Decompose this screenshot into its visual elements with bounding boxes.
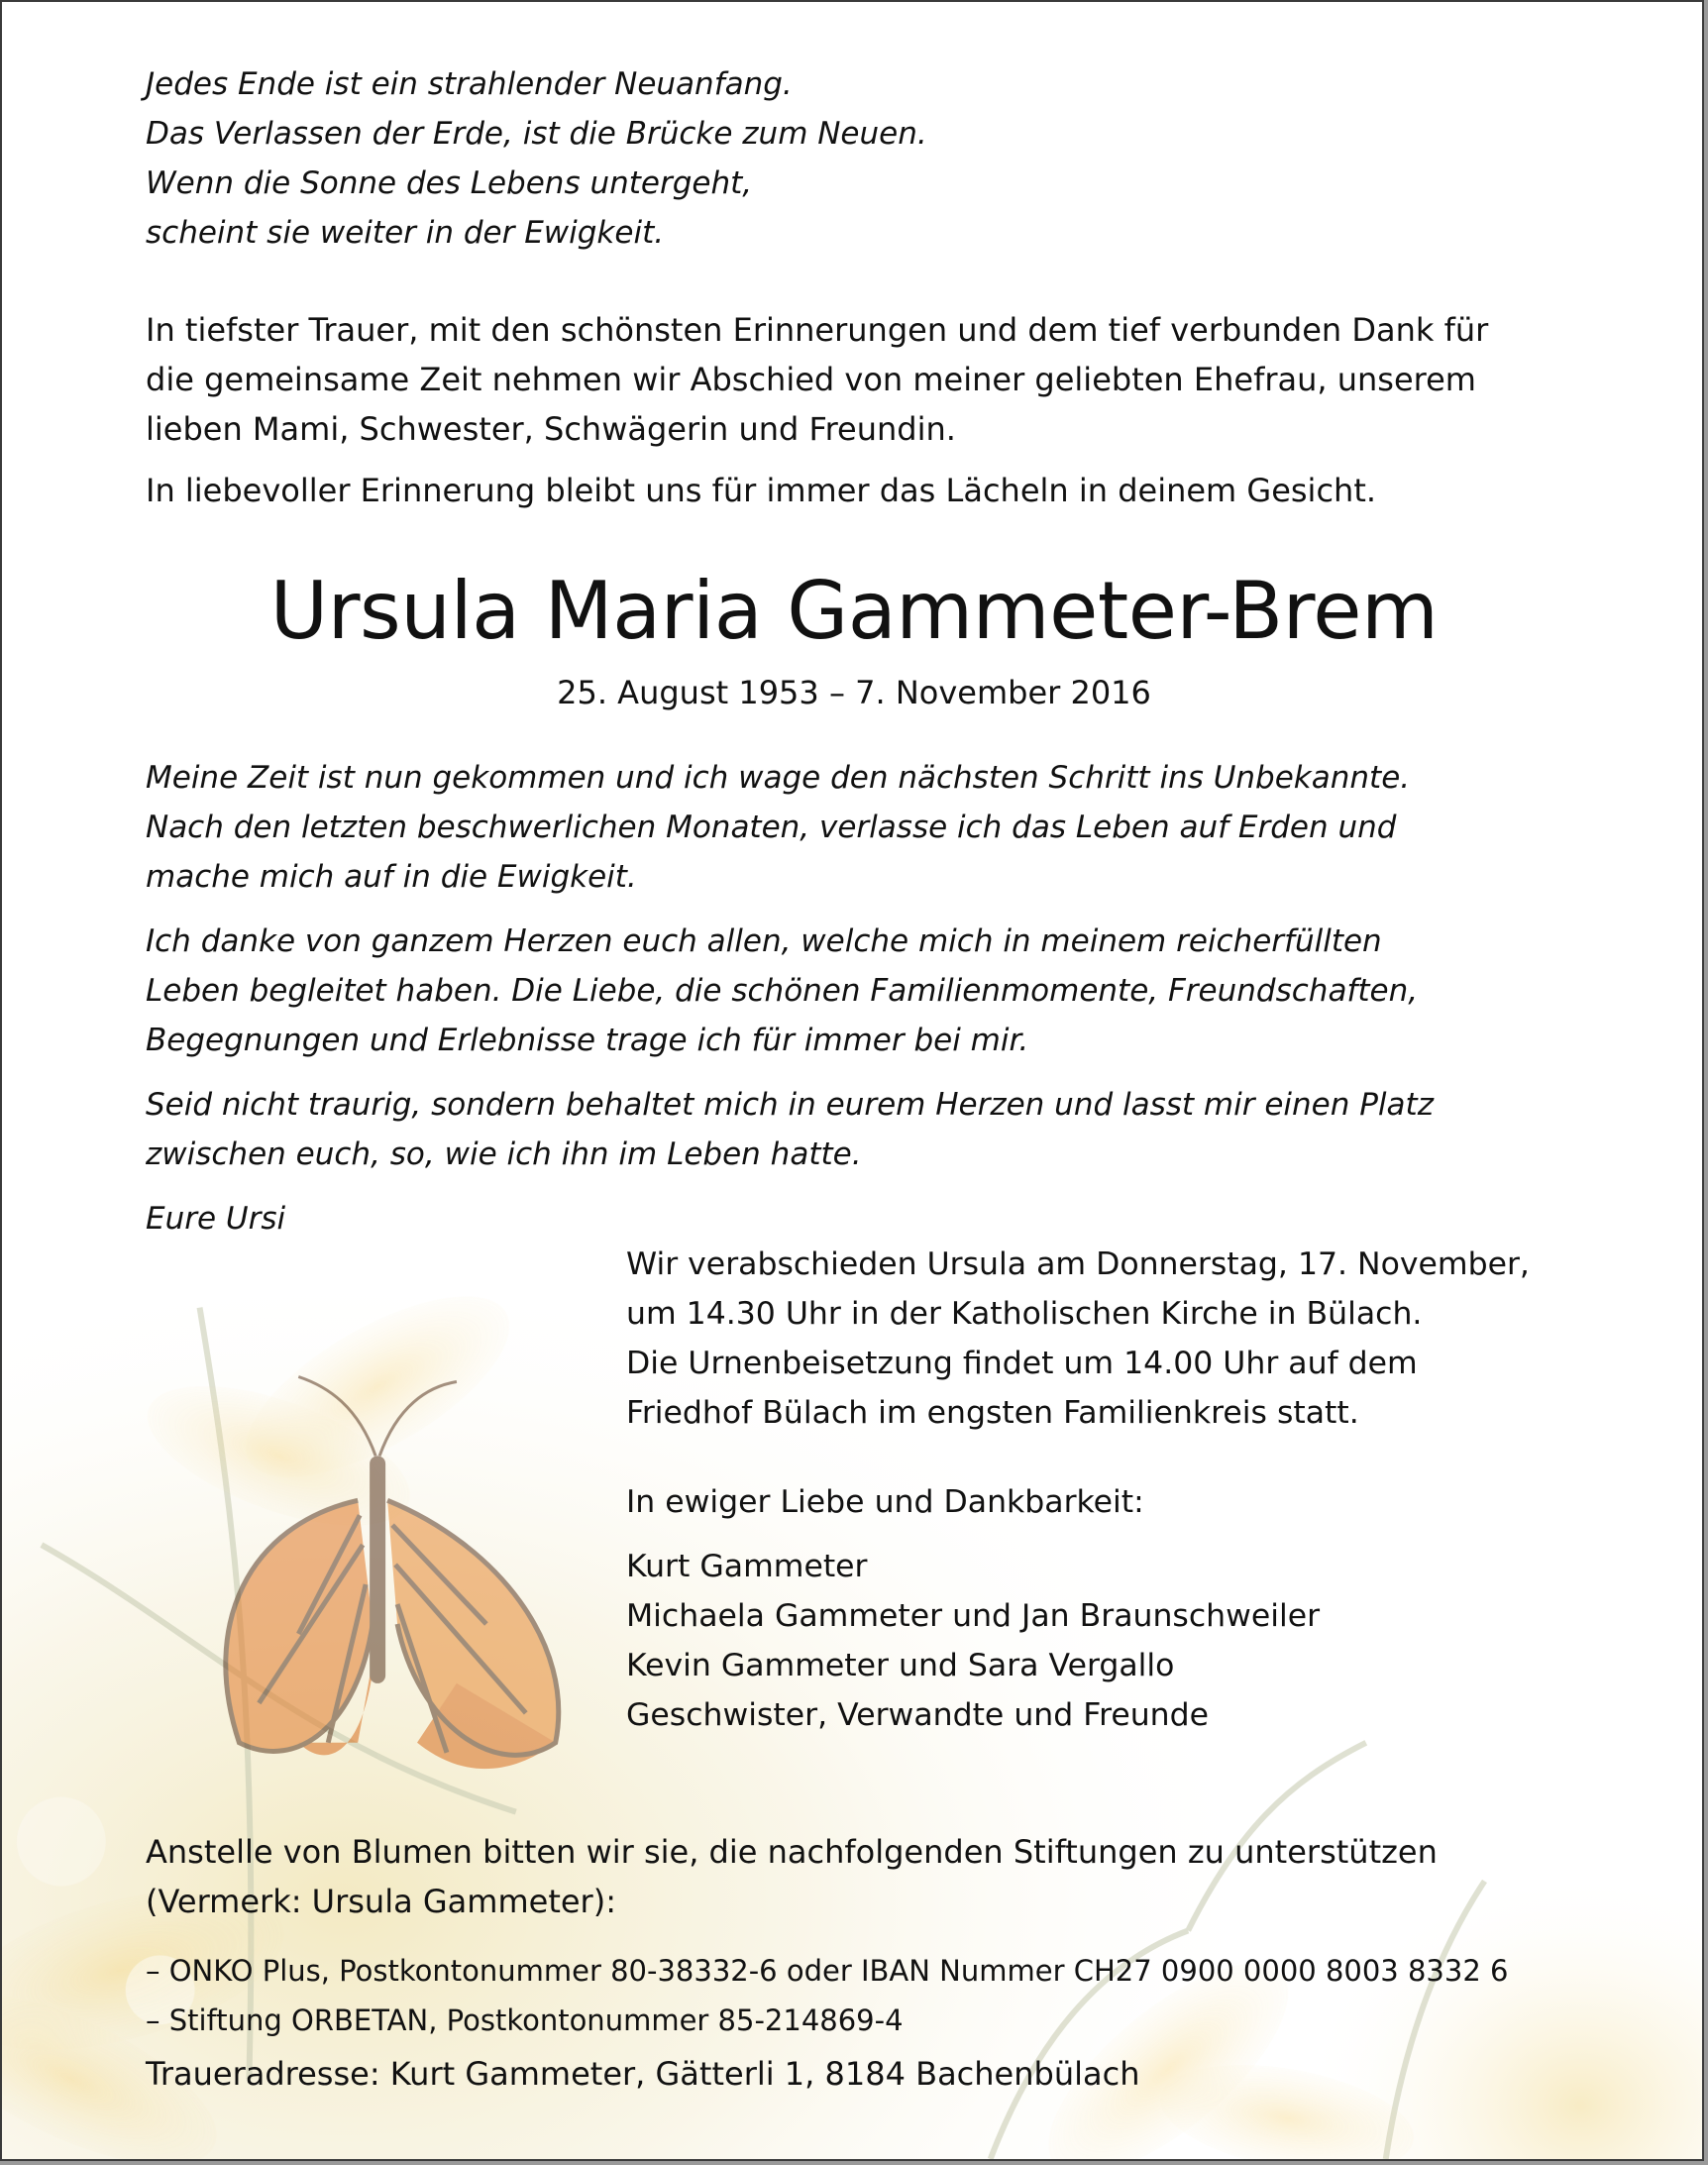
mourning-address: Traueradresse: Kurt Gammeter, Gätterli 1, 8184 Bachenbülach <box>146 2055 1140 2093</box>
farewell-line: zwischen euch, so, wie ich ihn im Leben hatte. <box>146 1137 862 1172</box>
frame-shadow-bottom <box>0 2161 1708 2165</box>
service-line: Wir verabschieden Ursula am Donnerstag, 17. November, <box>626 1246 1530 1282</box>
farewell-line: Leben begleitet haben. Die Liebe, die schönen Familienmomente, Freundschaften, <box>146 973 1419 1009</box>
poem-line: Das Verlassen der Erde, ist die Brücke zum Neuen. <box>146 116 927 152</box>
farewell-line: Nach den letzten beschwerlichen Monaten, verlasse ich das Leben auf Erden und <box>146 810 1397 845</box>
service-line: Friedhof Bülach im engsten Familienkreis statt. <box>626 1395 1359 1431</box>
mourner-name: Michaela Gammeter und Jan Braunschweiler <box>626 1598 1321 1634</box>
donation-line: (Vermerk: Ursula Gammeter): <box>146 1883 616 1920</box>
farewell-line: Begegnungen und Erlebnisse trage ich für immer bei mir. <box>146 1023 1029 1058</box>
intro-paragraph <box>146 305 1488 454</box>
opening-poem <box>146 59 927 258</box>
intro-line: die gemeinsame Zeit nehmen wir Abschied von meiner geliebten Ehefrau, unserem <box>146 361 1476 398</box>
memory-line <box>146 466 1376 515</box>
farewell-line: Ich danke von ganzem Herzen euch allen, welche mich in meinem reicherfüllten <box>146 923 1382 959</box>
mourner-name: Kevin Gammeter und Sara Vergallo <box>626 1648 1175 1683</box>
poem-line: Wenn die Sonne des Lebens untergeht, <box>146 165 753 201</box>
mourner-name: Kurt Gammeter <box>626 1549 868 1584</box>
mourners-heading: In ewiger Liebe und Dankbarkeit: <box>626 1484 1144 1520</box>
mourner-name: Geschwister, Verwandte und Freunde <box>626 1697 1210 1733</box>
farewell-line: mache mich auf in die Ewigkeit. <box>146 859 637 895</box>
farewell-line: Meine Zeit ist nun gekommen und ich wage den nächsten Schritt ins Unbekannte. <box>146 760 1411 796</box>
farewell-line: Seid nicht traurig, sondern behaltet mich in eurem Herzen und lasst mir einen Platz <box>146 1087 1434 1123</box>
service-info <box>626 1240 1530 1740</box>
service-line: Die Urnenbeisetzung findet um 14.00 Uhr auf dem <box>626 1346 1418 1381</box>
intro-line: In tiefster Trauer, mit den schönsten Erinnerungen und dem tief verbunden Dank für <box>146 311 1489 349</box>
donation-item: – ONKO Plus, Postkontonummer 80-38332-6 oder IBAN Nummer CH27 0900 0000 8003 8332 6 <box>146 1954 1509 1988</box>
deceased-name: Ursula Maria Gammeter-Brem <box>269 565 1439 657</box>
service-line: um 14.30 Uhr in der Katholischen Kirche in Bülach. <box>626 1296 1423 1332</box>
donation-line: Anstelle von Blumen bitten wir sie, die nachfolgenden Stiftungen zu unterstützen <box>146 1833 1438 1871</box>
life-dates: 25. August 1953 – 7. November 2016 <box>557 674 1151 711</box>
frame-shadow-right <box>1704 0 1708 2165</box>
mourners-list <box>626 1477 1530 1740</box>
farewell-signature: Eure Ursi <box>146 1201 286 1237</box>
memory-text: In liebevoller Erinnerung bleibt uns für immer das Lächeln in deinem Gesicht. <box>146 472 1377 509</box>
intro-line: lieben Mami, Schwester, Schwägerin und Freundin. <box>146 410 956 448</box>
farewell-message <box>146 753 1434 1244</box>
donation-request <box>146 1827 1508 2045</box>
poem-line: Jedes Ende ist ein strahlender Neuanfang. <box>146 66 793 102</box>
poem-line: scheint sie weiter in der Ewigkeit. <box>146 215 665 251</box>
donation-item: – Stiftung ORBETAN, Postkontonummer 85-214869-4 <box>146 2003 904 2037</box>
